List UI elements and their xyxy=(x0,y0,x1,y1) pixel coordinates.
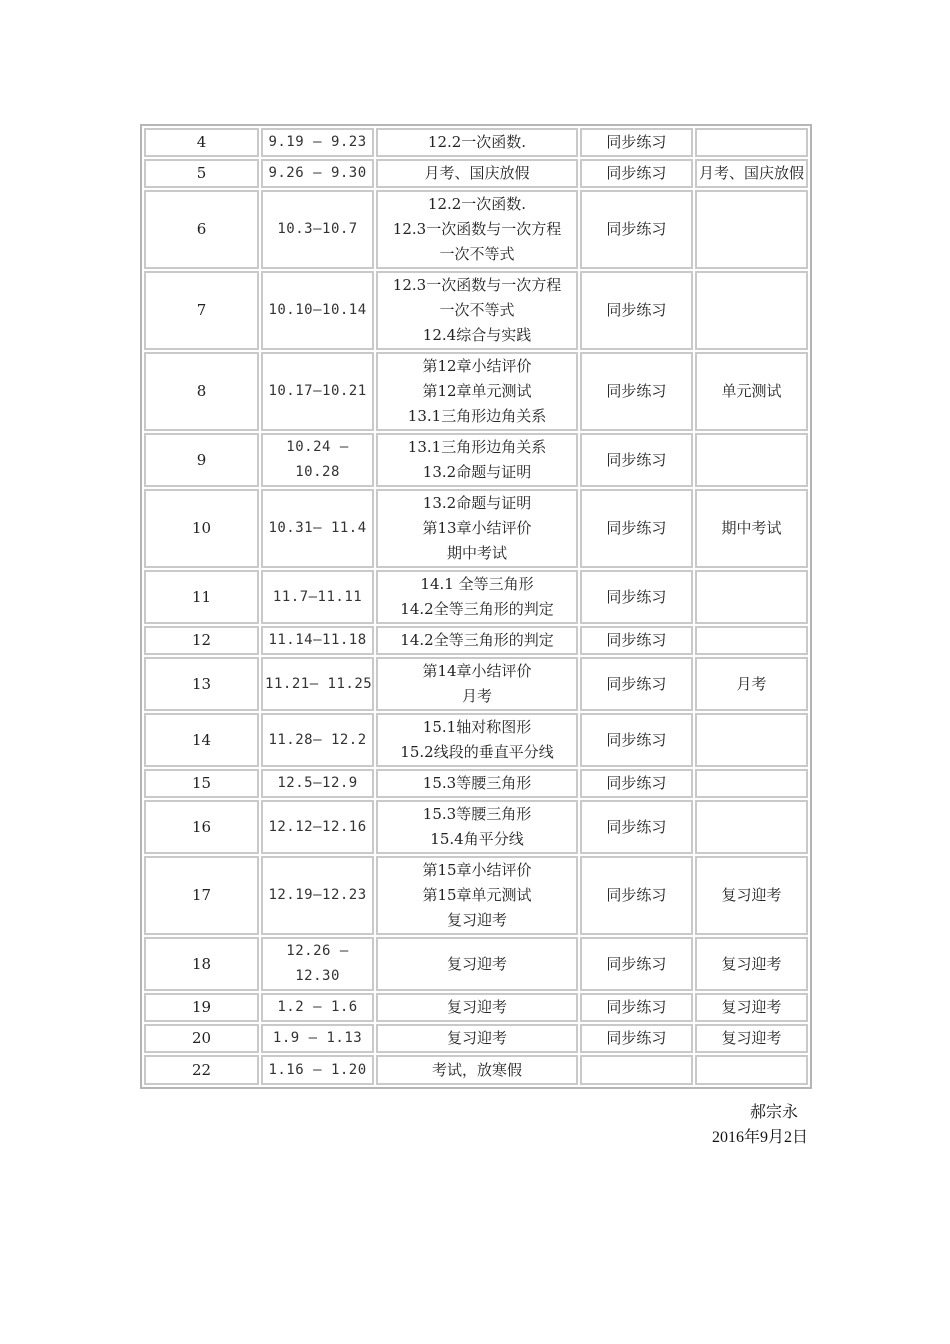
remark-text: 单元测试 xyxy=(721,382,782,400)
practice-text: 同步练习 xyxy=(606,774,667,792)
date-range-line: 12.5—12.9 xyxy=(277,775,358,791)
table-row xyxy=(144,352,808,431)
content-line: 复习迎考 xyxy=(446,911,507,929)
practice-cell xyxy=(580,769,693,798)
content-cell xyxy=(376,190,578,269)
week-number: 15 xyxy=(191,774,212,792)
content-line: 12.2一次函数. xyxy=(427,195,527,213)
practice-cell xyxy=(580,1024,693,1053)
dates-cell xyxy=(261,713,374,767)
remark-cell xyxy=(695,800,808,854)
dates-cell xyxy=(261,626,374,655)
remark-cell xyxy=(695,352,808,431)
remark-cell xyxy=(695,937,808,991)
practice-text: 同步练习 xyxy=(606,730,667,749)
remark-cell xyxy=(695,1024,808,1053)
content-line: 第12章单元测试 xyxy=(422,382,532,400)
content-line: 13.2命题与证明 xyxy=(422,463,532,481)
content-cell xyxy=(376,352,578,431)
week-number: 6 xyxy=(196,220,207,238)
practice-text: 同步练习 xyxy=(606,886,667,904)
week-number: 20 xyxy=(191,1029,212,1047)
practice-cell xyxy=(580,800,693,854)
date-range-line: 10.28 xyxy=(295,464,340,480)
practice-text: 同步练习 xyxy=(606,220,667,238)
remark-cell xyxy=(695,1055,808,1085)
week-cell xyxy=(144,128,259,157)
practice-text: 同步练习 xyxy=(606,450,667,469)
week-cell xyxy=(144,937,259,991)
practice-text: 同步练习 xyxy=(606,133,667,151)
dates-cell xyxy=(261,352,374,431)
dates-cell xyxy=(261,433,374,487)
dates-cell xyxy=(261,271,374,350)
date-range-line: 11.7—11.11 xyxy=(272,588,363,605)
content-line: 15.2线段的垂直平分线 xyxy=(400,743,554,761)
date-range-line: 12.30 xyxy=(295,968,340,984)
date-range-line: 1.16 — 1.20 xyxy=(268,1061,367,1078)
content-line: 复习迎考 xyxy=(446,1029,507,1047)
content-line: 14.1 全等三角形 xyxy=(420,575,534,593)
remark-cell xyxy=(695,489,808,568)
content-line: 一次不等式 xyxy=(439,301,515,319)
content-line: 第13章小结评价 xyxy=(422,519,532,537)
content-line: 月考、国庆放假 xyxy=(424,164,530,182)
practice-cell xyxy=(580,713,693,767)
content-cell xyxy=(376,856,578,935)
table-row xyxy=(144,570,808,624)
remark-cell xyxy=(695,433,808,487)
content-cell xyxy=(376,570,578,624)
table-row xyxy=(144,937,808,991)
week-cell xyxy=(144,271,259,350)
content-line: 一次不等式 xyxy=(439,245,515,263)
schedule-table xyxy=(142,126,810,1087)
content-cell xyxy=(376,657,578,711)
schedule-body xyxy=(144,128,808,1085)
content-line: 15.1轴对称图形 xyxy=(422,718,532,736)
dates-cell xyxy=(261,937,374,991)
remark-text: 月考、国庆放假 xyxy=(698,164,804,182)
week-cell xyxy=(144,626,259,655)
week-cell xyxy=(144,856,259,935)
week-cell xyxy=(144,993,259,1022)
practice-text: 同步练习 xyxy=(606,164,667,182)
table-row xyxy=(144,856,808,935)
date-range-line: 12.19—12.23 xyxy=(268,887,367,903)
content-line: 第15章单元测试 xyxy=(422,886,532,904)
content-line: 12.2一次函数. xyxy=(427,133,527,151)
dates-cell xyxy=(261,657,374,711)
remark-text: 复习迎考 xyxy=(721,954,782,973)
table-row xyxy=(144,626,808,655)
week-number: 12 xyxy=(191,631,212,649)
content-line: 12.3一次函数与一次方程 xyxy=(392,276,562,294)
table-row xyxy=(144,657,808,711)
dates-cell xyxy=(261,769,374,798)
practice-cell xyxy=(580,489,693,568)
table-row xyxy=(144,713,808,767)
remark-text: 复习迎考 xyxy=(721,998,782,1016)
content-cell xyxy=(376,159,578,188)
remark-cell xyxy=(695,190,808,269)
content-cell xyxy=(376,128,578,157)
week-cell xyxy=(144,1024,259,1053)
practice-cell xyxy=(580,352,693,431)
practice-text: 同步练习 xyxy=(606,998,667,1016)
week-number: 11 xyxy=(191,587,212,606)
content-line: 复习迎考 xyxy=(446,998,507,1016)
week-number: 13 xyxy=(191,674,212,693)
week-number: 22 xyxy=(191,1060,212,1079)
practice-text: 同步练习 xyxy=(606,631,667,649)
date-range-line: 12.12—12.16 xyxy=(268,818,367,835)
practice-cell xyxy=(580,128,693,157)
week-cell xyxy=(144,657,259,711)
practice-cell xyxy=(580,856,693,935)
content-line: 复习迎考 xyxy=(446,954,507,973)
dates-cell xyxy=(261,159,374,188)
table-row xyxy=(144,769,808,798)
date-range-line: 11.28— 12.2 xyxy=(268,731,367,748)
week-number: 16 xyxy=(191,817,212,836)
remark-cell xyxy=(695,856,808,935)
content-cell xyxy=(376,800,578,854)
dates-cell xyxy=(261,489,374,568)
table-row xyxy=(144,128,808,157)
dates-cell xyxy=(261,1055,374,1085)
remark-text: 月考 xyxy=(736,674,767,693)
date-range-line: 12.26 — xyxy=(286,943,349,959)
practice-text: 同步练习 xyxy=(606,382,667,400)
signature-block xyxy=(712,1100,808,1150)
content-line: 15.4角平分线 xyxy=(430,830,524,848)
dates-cell xyxy=(261,190,374,269)
week-number: 10 xyxy=(191,519,212,537)
signature-date: 2016年9月2日 xyxy=(711,1129,808,1146)
week-cell xyxy=(144,570,259,624)
content-cell xyxy=(376,626,578,655)
week-number: 9 xyxy=(196,450,207,469)
content-line: 13.1三角形边角关系 xyxy=(407,438,547,456)
remark-cell xyxy=(695,159,808,188)
table-row xyxy=(144,271,808,350)
table-row xyxy=(144,1055,808,1085)
date-range-line: 10.31— 11.4 xyxy=(268,520,367,536)
table-row xyxy=(144,800,808,854)
practice-cell xyxy=(580,570,693,624)
content-cell xyxy=(376,489,578,568)
practice-cell xyxy=(580,271,693,350)
dates-cell xyxy=(261,800,374,854)
table-row xyxy=(144,159,808,188)
remark-cell xyxy=(695,271,808,350)
content-line: 月考 xyxy=(461,687,492,705)
practice-cell xyxy=(580,1055,693,1085)
week-cell xyxy=(144,190,259,269)
content-cell xyxy=(376,1055,578,1085)
content-line: 第12章小结评价 xyxy=(422,357,532,375)
content-line: 12.4综合与实践 xyxy=(422,326,532,344)
content-cell xyxy=(376,993,578,1022)
date-range-line: 9.26 — 9.30 xyxy=(268,165,367,181)
content-cell xyxy=(376,937,578,991)
table-row xyxy=(144,433,808,487)
practice-cell xyxy=(580,626,693,655)
content-cell xyxy=(376,713,578,767)
practice-text: 同步练习 xyxy=(606,674,667,693)
practice-cell xyxy=(580,937,693,991)
date-range-line: 1.9 — 1.13 xyxy=(272,1030,363,1046)
practice-cell xyxy=(580,190,693,269)
date-range-line: 10.24 — xyxy=(286,439,349,455)
practice-text: 同步练习 xyxy=(606,301,667,319)
content-cell xyxy=(376,769,578,798)
week-number: 17 xyxy=(191,886,212,904)
content-line: 14.2全等三角形的判定 xyxy=(400,631,554,649)
week-cell xyxy=(144,433,259,487)
date-range-line: 9.19 — 9.23 xyxy=(268,134,367,150)
remark-cell xyxy=(695,769,808,798)
remark-cell xyxy=(695,713,808,767)
remark-cell xyxy=(695,993,808,1022)
practice-text: 同步练习 xyxy=(606,954,667,973)
content-line: 13.1三角形边角关系 xyxy=(407,407,547,425)
content-line: 15.3等腰三角形 xyxy=(422,805,532,823)
content-line: 考试，放寒假 xyxy=(431,1060,522,1079)
date-range-line: 11.21— 11.25 xyxy=(265,675,373,692)
dates-cell xyxy=(261,993,374,1022)
week-number: 19 xyxy=(191,998,212,1016)
week-cell xyxy=(144,352,259,431)
content-line: 第15章小结评价 xyxy=(422,861,532,879)
table-row xyxy=(144,993,808,1022)
content-cell xyxy=(376,433,578,487)
practice-text: 同步练习 xyxy=(606,1029,667,1047)
content-cell xyxy=(376,271,578,350)
practice-cell xyxy=(580,433,693,487)
practice-text: 同步练习 xyxy=(606,817,667,836)
practice-text: 同步练习 xyxy=(606,519,667,537)
dates-cell xyxy=(261,1024,374,1053)
date-range-line: 10.10—10.14 xyxy=(268,302,367,318)
content-cell xyxy=(376,1024,578,1053)
week-cell xyxy=(144,489,259,568)
practice-text: 同步练习 xyxy=(606,587,667,606)
date-range-line: 1.2 — 1.6 xyxy=(277,999,358,1015)
remark-text: 期中考试 xyxy=(721,519,782,537)
week-cell xyxy=(144,769,259,798)
date-range-line: 10.3—10.7 xyxy=(277,221,358,237)
content-line: 13.2命题与证明 xyxy=(422,494,532,512)
practice-cell xyxy=(580,993,693,1022)
content-line: 第14章小结评价 xyxy=(422,662,532,680)
schedule-table-frame xyxy=(140,124,812,1089)
content-line: 期中考试 xyxy=(446,544,507,562)
week-number: 4 xyxy=(196,133,207,151)
remark-text: 复习迎考 xyxy=(721,886,782,904)
week-cell xyxy=(144,159,259,188)
week-number: 7 xyxy=(196,301,207,319)
remark-text: 复习迎考 xyxy=(721,1029,782,1047)
content-line: 14.2全等三角形的判定 xyxy=(400,600,554,618)
table-row xyxy=(144,190,808,269)
week-number: 18 xyxy=(191,954,212,973)
table-row xyxy=(144,1024,808,1053)
remark-cell xyxy=(695,626,808,655)
week-cell xyxy=(144,1055,259,1085)
dates-cell xyxy=(261,856,374,935)
content-line: 15.3等腰三角形 xyxy=(422,774,532,792)
author-name: 郝宗永 xyxy=(749,1104,798,1121)
date-range-line: 10.17—10.21 xyxy=(268,383,367,399)
week-number: 5 xyxy=(196,164,207,182)
week-cell xyxy=(144,713,259,767)
remark-cell xyxy=(695,570,808,624)
remark-cell xyxy=(695,657,808,711)
practice-cell xyxy=(580,159,693,188)
week-number: 8 xyxy=(196,382,207,400)
practice-cell xyxy=(580,657,693,711)
dates-cell xyxy=(261,128,374,157)
dates-cell xyxy=(261,570,374,624)
remark-cell xyxy=(695,128,808,157)
week-number: 14 xyxy=(191,730,212,749)
content-line: 12.3一次函数与一次方程 xyxy=(392,220,562,238)
week-cell xyxy=(144,800,259,854)
date-range-line: 11.14—11.18 xyxy=(268,632,367,648)
table-row xyxy=(144,489,808,568)
